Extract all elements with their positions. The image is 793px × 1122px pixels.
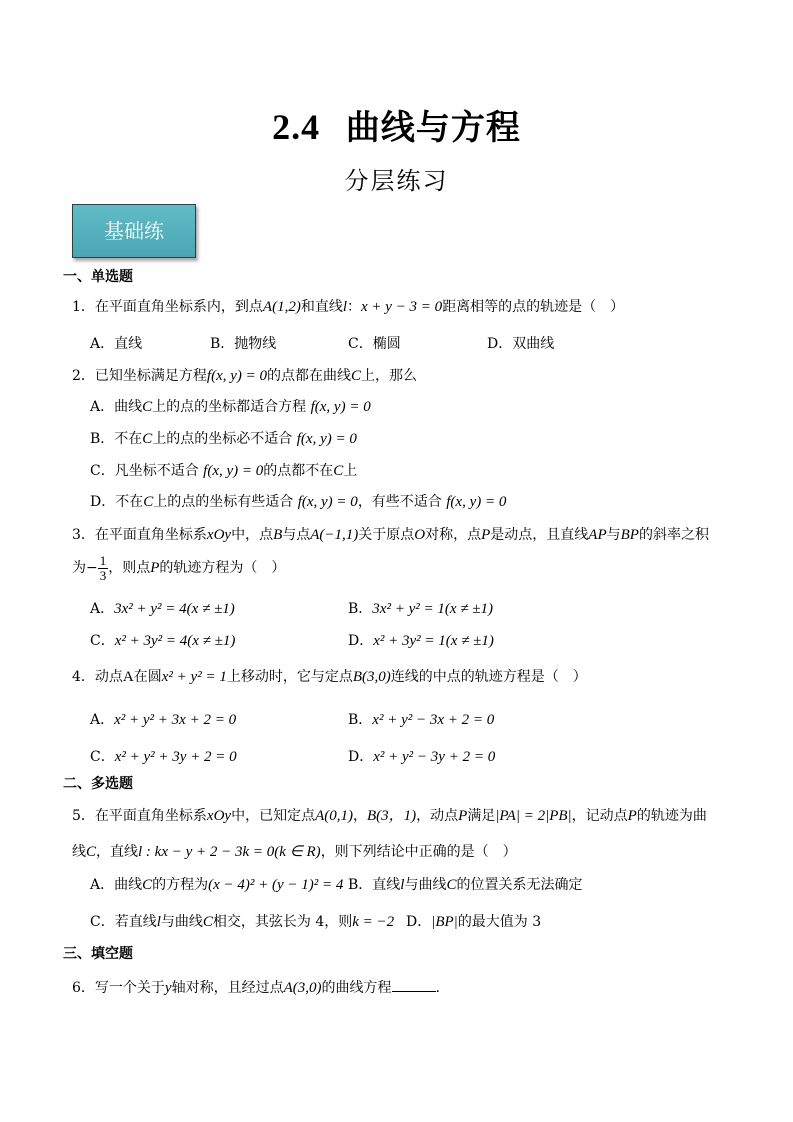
- q3-fraction: [98, 554, 109, 583]
- q2-equation: f(x, y) = 0: [206, 368, 268, 384]
- q3-option-a: [90, 600, 235, 618]
- q5-t-g: ，动点: [416, 808, 459, 824]
- q2-option-d: [90, 493, 506, 511]
- q5-c: C: [86, 844, 97, 860]
- q3-t-g: 关于原点: [358, 527, 415, 543]
- q5b-t3: 与曲线: [404, 877, 447, 893]
- q3-b: B: [273, 527, 283, 543]
- q5-option-b: [348, 876, 582, 894]
- q2b-t3: 上的点的坐标必不适合: [152, 431, 293, 447]
- q1-text-g: 距离相等的点的轨迹是（ ）: [442, 299, 625, 315]
- q2c-eq: f(x, y) = 0: [203, 463, 264, 479]
- q3-t-m: 与: [606, 527, 621, 543]
- q5d-t1: D．: [406, 914, 432, 930]
- q6-period: .: [435, 980, 440, 996]
- q5a-eq: (x − 4)² + (y − 1)² = 4: [208, 877, 344, 893]
- q2-text-e: 上，那么: [361, 368, 418, 384]
- q5-line-eq: l : kx − y + 2 − 3k = 0(k ∈ R): [138, 844, 321, 860]
- q3-o: O: [414, 527, 426, 543]
- q5-t-m: 的轨迹为曲: [636, 808, 707, 824]
- q1-point-a: A(1,2): [262, 299, 301, 315]
- q3-t-k: 是动点，且直线: [490, 527, 589, 543]
- q5c-t3: 与曲线: [160, 914, 203, 930]
- q4-a: A: [122, 669, 134, 685]
- q4-t-g: 连线的中点的轨迹方程是（ ）: [390, 669, 587, 685]
- q3-p: P: [481, 527, 491, 543]
- q5-t-k: ，记动点: [571, 808, 628, 824]
- q3-t-i: 对称，点: [425, 527, 482, 543]
- q5-p: P: [458, 808, 468, 824]
- q4b-label: B．: [348, 712, 373, 728]
- q3c-eq: x² + 3y² = 4(x ≠ ±1): [114, 633, 236, 649]
- q5c-eq: k = −2: [352, 914, 395, 930]
- q4a-label: A．: [90, 712, 115, 728]
- q4-option-b: [348, 711, 494, 729]
- q4-option-c: [90, 748, 237, 766]
- q2d-t1: D．不在: [90, 494, 144, 510]
- title-text: 曲线与方程: [345, 108, 521, 148]
- q4-point-b: B(3,0): [352, 669, 391, 685]
- q2-text-a: 2．已知坐标满足方程: [72, 368, 207, 384]
- q5-option-a: [90, 876, 343, 894]
- q6-t-e: 的曲线方程: [321, 980, 392, 996]
- title-number: 2.4: [272, 107, 321, 147]
- q3-t-p: 为−: [72, 560, 98, 576]
- q6-point-a: A(3,0): [283, 980, 322, 996]
- section-heading-single-choice: 一、单选题: [63, 269, 133, 285]
- q4-t-e: 上移动时，它与定点: [226, 669, 353, 685]
- q3-option-d: [348, 632, 494, 650]
- q3-frac-denominator: 3: [99, 567, 107, 583]
- q2a-eq: f(x, y) = 0: [310, 399, 371, 415]
- q5-t-e: ，: [352, 808, 367, 824]
- q5b-l: l: [400, 877, 405, 893]
- q5-xoy: xOy: [206, 808, 232, 824]
- question-3-stem-line2: [72, 553, 285, 583]
- q3c-label: C．: [90, 633, 115, 649]
- section-heading-fill-blank: 三、填空题: [63, 946, 133, 962]
- q2a-t1: A．曲线: [90, 399, 143, 415]
- q5a-c: C: [142, 877, 153, 893]
- q1-colon: ：: [347, 299, 361, 315]
- q5-option-d: [406, 913, 541, 931]
- page-subtitle: 分层练习: [344, 167, 449, 195]
- q4b-eq: x² + y² − 3x + 2 = 0: [372, 712, 495, 728]
- q1-text-c: 和直线: [300, 299, 343, 315]
- q4-t-a: 4．动点: [72, 669, 123, 685]
- q5c-t1: C．若直线: [90, 914, 157, 930]
- q2-option-c: [90, 462, 357, 480]
- question-1-stem: [72, 298, 624, 316]
- page-title: [0, 100, 793, 149]
- q6-y: y: [164, 980, 172, 996]
- q2c-t5: 上: [343, 463, 358, 479]
- q5-condition: |PA| = 2|PB|: [495, 808, 572, 824]
- q1-option-c: C．椭圆: [348, 336, 401, 352]
- q2b-eq: f(x, y) = 0: [296, 431, 357, 447]
- q3-t-c: 中，点: [231, 527, 274, 543]
- q3-t-q: ，则点: [108, 560, 151, 576]
- q6-t-a: 6．写一个关于: [72, 980, 165, 996]
- q5-t-c: 中，已知定点: [231, 808, 316, 824]
- q3-t-a: 3．在平面直角坐标系: [72, 527, 207, 543]
- q2c-c: C: [333, 463, 344, 479]
- q2d-t3: 上的点的坐标有些适合: [153, 494, 294, 510]
- q3-ap: AP: [588, 527, 607, 543]
- q3b-label: B．: [348, 601, 373, 617]
- q5b-c: C: [446, 877, 457, 893]
- q1-option-d: D．双曲线: [487, 336, 555, 352]
- q1-option-b: B．抛物线: [210, 336, 277, 352]
- q2d-t5: ，有些不适合: [357, 494, 442, 510]
- q3-xoy: xOy: [206, 527, 232, 543]
- q2d-eq2: f(x, y) = 0: [446, 494, 507, 510]
- q5b-t5: 的位置关系无法确定: [456, 877, 583, 893]
- q3-point-a: A(−1,1): [310, 527, 359, 543]
- q4-option-d: [348, 748, 495, 766]
- question-5-stem: [72, 807, 707, 825]
- q5-t-i: 满足: [467, 808, 496, 824]
- q2b-t1: B．不在: [90, 431, 143, 447]
- q5-t-n: 线: [72, 844, 86, 860]
- q5b-t1: B．直线: [348, 877, 401, 893]
- q5c-c: C: [202, 914, 213, 930]
- section-heading-multiple-choice: 二、多选题: [63, 776, 133, 792]
- q4d-label: D．: [348, 749, 374, 765]
- q5-p2: P: [627, 808, 637, 824]
- q4c-eq: x² + y² + 3y + 2 = 0: [114, 749, 237, 765]
- q2-text-c: 的点都在曲线: [267, 368, 352, 384]
- level-badge: 基础练: [72, 204, 196, 258]
- q4-circle-eq: x² + y² = 1: [161, 669, 227, 685]
- q5-option-c: [90, 913, 394, 931]
- q3-bp: BP: [620, 527, 639, 543]
- q4-option-a: [90, 711, 236, 729]
- q3-option-c: [90, 632, 235, 650]
- q3-t-o: 的斜率之积: [638, 527, 709, 543]
- q1-line-equation: x + y − 3 = 0: [361, 299, 443, 315]
- q3a-eq: 3x² + y² = 4(x ≠ ±1): [114, 601, 235, 617]
- q2-option-b: [90, 430, 357, 448]
- q3a-label: A．: [90, 601, 115, 617]
- q3-t-s: 的轨迹方程为（ ）: [159, 560, 286, 576]
- q5-point-a: A(0,1): [315, 808, 353, 824]
- question-6-stem: [72, 977, 440, 997]
- q3-t-e: 与点: [282, 527, 311, 543]
- question-5-stem-line2: [72, 843, 517, 861]
- q4-t-c: 在圆: [133, 669, 162, 685]
- q2d-eq1: f(x, y) = 0: [297, 494, 358, 510]
- q1-option-a: A．直线: [90, 336, 143, 352]
- q5-point-b: B(3，1): [366, 808, 417, 824]
- q3d-eq: x² + 3y² = 1(x ≠ ±1): [373, 633, 494, 649]
- q4a-eq: x² + y² + 3x + 2 = 0: [114, 712, 237, 728]
- q5-t-a: 5．在平面直角坐标系: [72, 808, 207, 824]
- q4d-eq: x² + y² − 3y + 2 = 0: [373, 749, 496, 765]
- q2a-t3: 上的点的坐标都适合方程: [152, 399, 307, 415]
- q3-frac-numerator: 1: [99, 552, 107, 568]
- q2c-t1: C．凡坐标不适合: [90, 463, 199, 479]
- q2d-c: C: [143, 494, 154, 510]
- q1-text-a: 1．在平面直角坐标系内，到点: [72, 299, 263, 315]
- q5a-t1: A．曲线: [90, 877, 143, 893]
- q2-curve-c: C: [351, 368, 362, 384]
- q2c-t3: 的点都不在: [263, 463, 334, 479]
- q5c-t5: 相交，其弦长为 4，则: [212, 914, 353, 930]
- q6-t-c: 轴对称，且经过点: [171, 980, 284, 996]
- q5a-t3: 的方程为: [152, 877, 209, 893]
- q5-t-p: ，直线: [96, 844, 139, 860]
- q3-option-b: [348, 600, 493, 618]
- q5c-l: l: [156, 914, 161, 930]
- q2b-c: C: [142, 431, 153, 447]
- q2a-c: C: [142, 399, 153, 415]
- q4c-label: C．: [90, 749, 115, 765]
- question-2-stem: [72, 367, 417, 385]
- q5d-bp: |BP|: [431, 914, 458, 930]
- q2-option-a: [90, 398, 371, 416]
- q1-line-l: l: [342, 299, 347, 315]
- q5d-t3: 的最大值为 3: [457, 914, 542, 930]
- q3d-label: D．: [348, 633, 374, 649]
- question-3-stem: [72, 526, 709, 544]
- question-4-stem: [72, 668, 587, 686]
- q5-t-r: ，则下列结论中正确的是（ ）: [320, 844, 517, 860]
- q6-answer-blank[interactable]: [392, 977, 436, 992]
- q3-p2: P: [150, 560, 160, 576]
- q3b-eq: 3x² + y² = 1(x ≠ ±1): [372, 601, 493, 617]
